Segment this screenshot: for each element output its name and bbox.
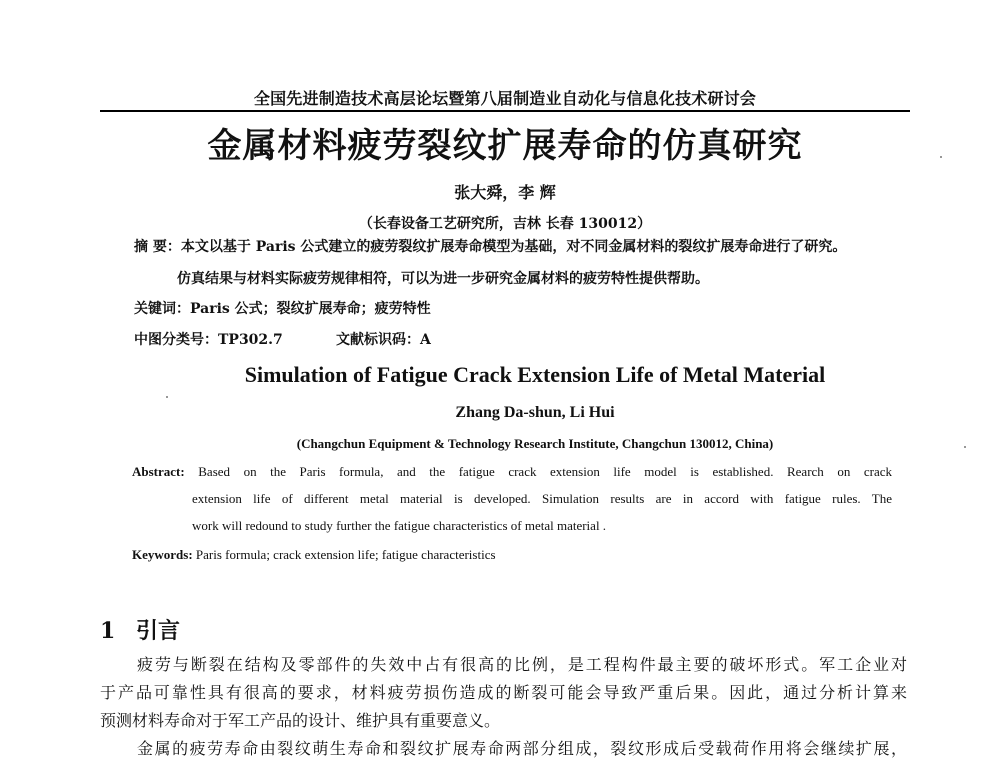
classification-value: TP302.7 — [218, 332, 283, 348]
conference-header: 全国先进制造技术高层论坛暨第八届制造业自动化与信息化技术研讨会 — [253, 89, 757, 108]
chinese-affiliation: （长春设备工艺研究所，吉林 长春 130012） — [358, 216, 652, 232]
english-title: Simulation of Fatigue Crack Extension Life of Metal Material — [244, 362, 826, 387]
section-number: 1 — [100, 618, 116, 644]
english-abstract-line-3: work will redound to study further the fatigue characteristics of metal material . — [192, 518, 607, 533]
english-authors: Zhang Da-shun, Li Hui — [455, 404, 615, 421]
section-heading-introduction — [100, 614, 180, 645]
english-keywords — [132, 547, 496, 563]
english-abstract-text: Based on the Paris formula, and the fatigue crack extension life model is established. Rearch on crack — [198, 464, 893, 479]
paragraph-1-line-1: 疲劳与断裂在结构及零部件的失效中占有很高的比例，是工程构件最主要的破坏形式。军工企业对 — [137, 655, 907, 674]
scan-speck — [964, 446, 966, 448]
section-title: 引言 — [136, 618, 181, 644]
english-abstract-line-1 — [132, 464, 892, 480]
chinese-keywords-label: 关键词： — [134, 301, 190, 317]
paragraph-2-line-1: 金属的疲劳寿命由裂纹萌生寿命和裂纹扩展寿命两部分组成，裂纹形成后受载荷作用将会继续扩展， — [137, 739, 907, 758]
paragraph-1-line-2: 于产品可靠性具有很高的要求，材料疲劳损伤造成的断裂可能会导致严重后果。因此，通过分析计算来 — [100, 683, 907, 702]
english-keywords-label: Keywords: — [132, 547, 193, 562]
document-code-label: 文献标识码： — [336, 332, 420, 348]
chinese-abstract-label: 摘 要： — [134, 239, 181, 255]
scan-speck — [166, 396, 168, 398]
header-rule — [100, 110, 910, 112]
english-abstract-label: Abstract: — [132, 464, 185, 479]
chinese-authors: 张大舜，李 辉 — [454, 183, 556, 202]
scan-speck — [940, 156, 942, 158]
document-code-value: A — [420, 332, 431, 348]
chinese-abstract-text: 本文以基于 Paris 公式建立的疲劳裂纹扩展寿命模型为基础，对不同金属材料的裂纹扩展寿命进行了研究。 — [180, 239, 847, 255]
chinese-abstract-line-1 — [134, 236, 846, 256]
chinese-keywords — [134, 298, 431, 318]
chinese-abstract-line-2: 仿真结果与材料实际疲劳规律相符，可以为进一步研究金属材料的疲劳特性提供帮助。 — [177, 271, 709, 287]
english-keywords-text: Paris formula; crack extension life; fatigue characteristics — [195, 547, 496, 562]
chinese-keywords-text: Paris 公式；裂纹扩展寿命；疲劳特性 — [190, 301, 431, 317]
chinese-title: 金属材料疲劳裂纹扩展寿命的仿真研究 — [207, 126, 803, 166]
english-affiliation: (Changchun Equipment & Technology Research Institute, Changchun 130012, China) — [296, 436, 774, 451]
classification-number — [134, 329, 283, 349]
paragraph-1-line-3: 预测材料寿命对于军工产品的设计、维护具有重要意义。 — [100, 711, 501, 730]
classification-label: 中图分类号： — [134, 332, 218, 348]
document-code — [336, 329, 431, 349]
english-abstract-line-2: extension life of different metal material is developed. Simulation results are in accord with fatigue rules. The — [192, 491, 892, 506]
